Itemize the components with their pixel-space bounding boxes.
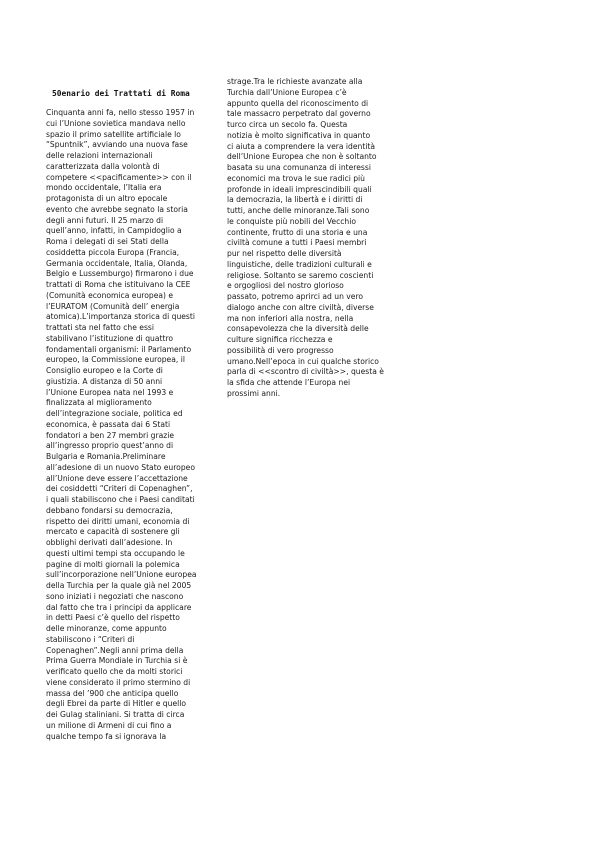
text-line: religiose. Soltanto se saremo coscienti [227, 270, 374, 280]
text-line: questi ultimi tempi sta occupando le [46, 548, 185, 558]
text-line: l’EURATOM (Comunità dell’ energia [46, 301, 180, 311]
text-line: europeo, la Commissione europea, il [46, 355, 185, 365]
text-line: obblighi derivati dall’adesione. In [46, 538, 173, 547]
text-line: fondatori a ben 27 membri grazie [46, 430, 175, 440]
text-line: passato, potremo aprirci ad un vero [227, 292, 364, 301]
text-line: caratterizzata dalla volontà di [46, 161, 160, 171]
text-line: dei Gulag staliniani. Si tratta di circa [46, 710, 185, 719]
text-line: stabilivano l’istituzione di quattro [46, 333, 174, 343]
text-line: evento che avrebbe segnato la storia [46, 204, 188, 214]
text-line: linguistiche, delle tradizioni culturali e [227, 259, 372, 269]
text-line: all’adesione di un nuovo Stato europeo [46, 462, 195, 472]
text-line: possibilità di vero progresso [227, 345, 334, 355]
text-line: pagine di molti giornali la polemica [46, 559, 180, 569]
text-line: viene considerato il primo stermino di [46, 677, 191, 687]
text-line: finalizzata al miglioramento [46, 398, 152, 408]
article-title: 50enario dei Trattati di Roma [52, 89, 190, 98]
text-line: la democrazia, la libertà e i diritti di [227, 195, 363, 205]
text-line: economica, è passata dai 6 Stati [46, 419, 171, 429]
text-line: spazio il primo satellite artificiale lo [46, 129, 181, 139]
text-line: tale massacro perpetrato dal governo [227, 109, 371, 119]
text-line: civiltà comune a tutti i Paesi membri [227, 238, 367, 248]
text-line: Cinquanta anni fa, nello stesso 1957 in [46, 108, 195, 117]
text-line: stabiliscono i “Criteri di [46, 634, 135, 644]
text-line: sull’incorporazione nell’Unione europea [46, 570, 197, 580]
text-line: delle relazioni internazionali [46, 151, 153, 160]
text-line: mondo occidentale, l’Italia era [46, 183, 162, 193]
text-line: protagonista di un altro epocale [46, 194, 168, 203]
text-line: prossimi anni. [227, 388, 281, 398]
text-line: basata su una comunanza di interessi [227, 163, 371, 172]
text-line: ma non inferiori alla nostra, nella [227, 313, 354, 323]
text-line: dei cosiddetti “Criteri di Copenaghen”, [46, 484, 193, 494]
text-line: atomica).L’importanza storica di questi [46, 312, 195, 322]
text-line: notizia è molto significativa in quanto [227, 130, 371, 140]
text-line: dal fatto che tra i principi da applicare [46, 602, 192, 612]
text-line: un milione di Armeni di cui fino a [46, 720, 172, 730]
text-line: i quali stabiliscono che i Paesi canditati [46, 495, 195, 504]
text-line: Turchia dall’Unione Europea c’è [227, 87, 347, 97]
text-line: culture significa ricchezza e [227, 335, 333, 344]
text-line: Bulgaria e Romania.Preliminare [46, 452, 166, 461]
text-line: Copenaghen”.Negli anni prima della [46, 645, 184, 655]
text-line: verificato quello che da molti storici [46, 667, 183, 676]
text-line: Roma i delegati di sei Stati della [46, 237, 169, 246]
text-line: trattati sta nel fatto che essi [46, 323, 154, 332]
text-line: consapevolezza che la diversità delle [227, 324, 369, 334]
text-line: in detti Paesi c’è quello del rispetto [46, 613, 180, 623]
text-line: rispetto dei diritti umani, economia di [46, 516, 190, 526]
text-line: “Spuntnik”, avviando una nuova fase [46, 140, 188, 150]
text-line: continente, frutto di una storia e una [227, 227, 368, 237]
text-line: giustizia. A distanza di 50 anni [46, 376, 163, 386]
text-line: della Turchia per la quale già nel 2005 [46, 581, 192, 590]
text-line: Consiglio europeo e la Corte di [46, 366, 163, 375]
article-column-right [227, 77, 384, 400]
article-column-left [46, 108, 204, 742]
text-line: la sfida che attende l’Europa nei [227, 378, 351, 387]
text-line: quell’anno, infatti, in Campidoglio a [46, 226, 182, 236]
text-line: e orgogliosi del nostro glorioso [227, 281, 344, 291]
text-line: l’Unione Europea nata nel 1993 e [46, 387, 174, 397]
text-line: fondamentali organismi: il Parlamento [46, 344, 192, 354]
text-line: all’Unione deve essere l’accettazione [46, 473, 188, 483]
text-line: Prima Guerra Mondiale in Turchia si è [46, 656, 188, 666]
text-line: Belgio e Lussemburgo) firmarono i due [46, 269, 194, 279]
text-line: (Comunità economica europea) e [46, 290, 174, 300]
text-line: parla di <<scontro di civiltà>>, questa è [227, 367, 384, 377]
text-line: strage.Tra le richieste avanzate alla [227, 77, 363, 86]
text-line: le conquiste più nobili del Vecchio [227, 216, 356, 226]
text-line: pur nel rispetto delle diversità [227, 249, 342, 258]
text-line: tutti, anche delle minoranze.Tali sono [227, 206, 370, 215]
text-line: umano.Nell’epoca in cui qualche storico [227, 356, 379, 366]
text-line: dialogo anche con altre civiltà, diverse [227, 302, 374, 312]
text-line: all’ingresso proprio quest’anno di [46, 441, 174, 451]
text-line: Germania occidentale, Italia, Olanda, [46, 258, 188, 268]
text-line: turco circa un secolo fa. Questa [227, 120, 348, 129]
text-line: debbano fondarsi su democrazia, [46, 505, 173, 515]
text-line: massa del ’900 che anticipa quello [46, 688, 179, 698]
text-line: cui l’Unione sovietica mandava nello [46, 118, 186, 128]
text-line: delle minoranze, come appunto [46, 624, 167, 633]
text-line: mercato e capacità di sostenere gli [46, 527, 180, 537]
text-line: ci aiuta a comprendere la vera identità [227, 141, 376, 151]
text-line: trattati di Roma che istituivano la CEE [46, 280, 191, 289]
text-line: profonde in ideali imprescindibili quali [227, 184, 372, 194]
text-line: cosiddetta piccola Europa (Francia, [46, 247, 180, 257]
text-line: competere <<pacificamente>> con il [46, 172, 192, 182]
text-line: dell’integrazione sociale, politica ed [46, 409, 183, 418]
text-line: degli anni futuri. Il 25 marzo di [46, 215, 164, 225]
text-line: qualche tempo fa si ignorava la [46, 731, 167, 741]
text-line: economici ma trova le sue radici più [227, 173, 365, 183]
text-line: dell’Unione Europea che non è soltanto [227, 152, 377, 162]
text-line: appunto quella del riconoscimento di [227, 98, 369, 108]
text-line: sono iniziati i negoziati che nascono [46, 591, 184, 601]
text-line: degli Ebrei da parte di Hitler e quello [46, 699, 186, 709]
